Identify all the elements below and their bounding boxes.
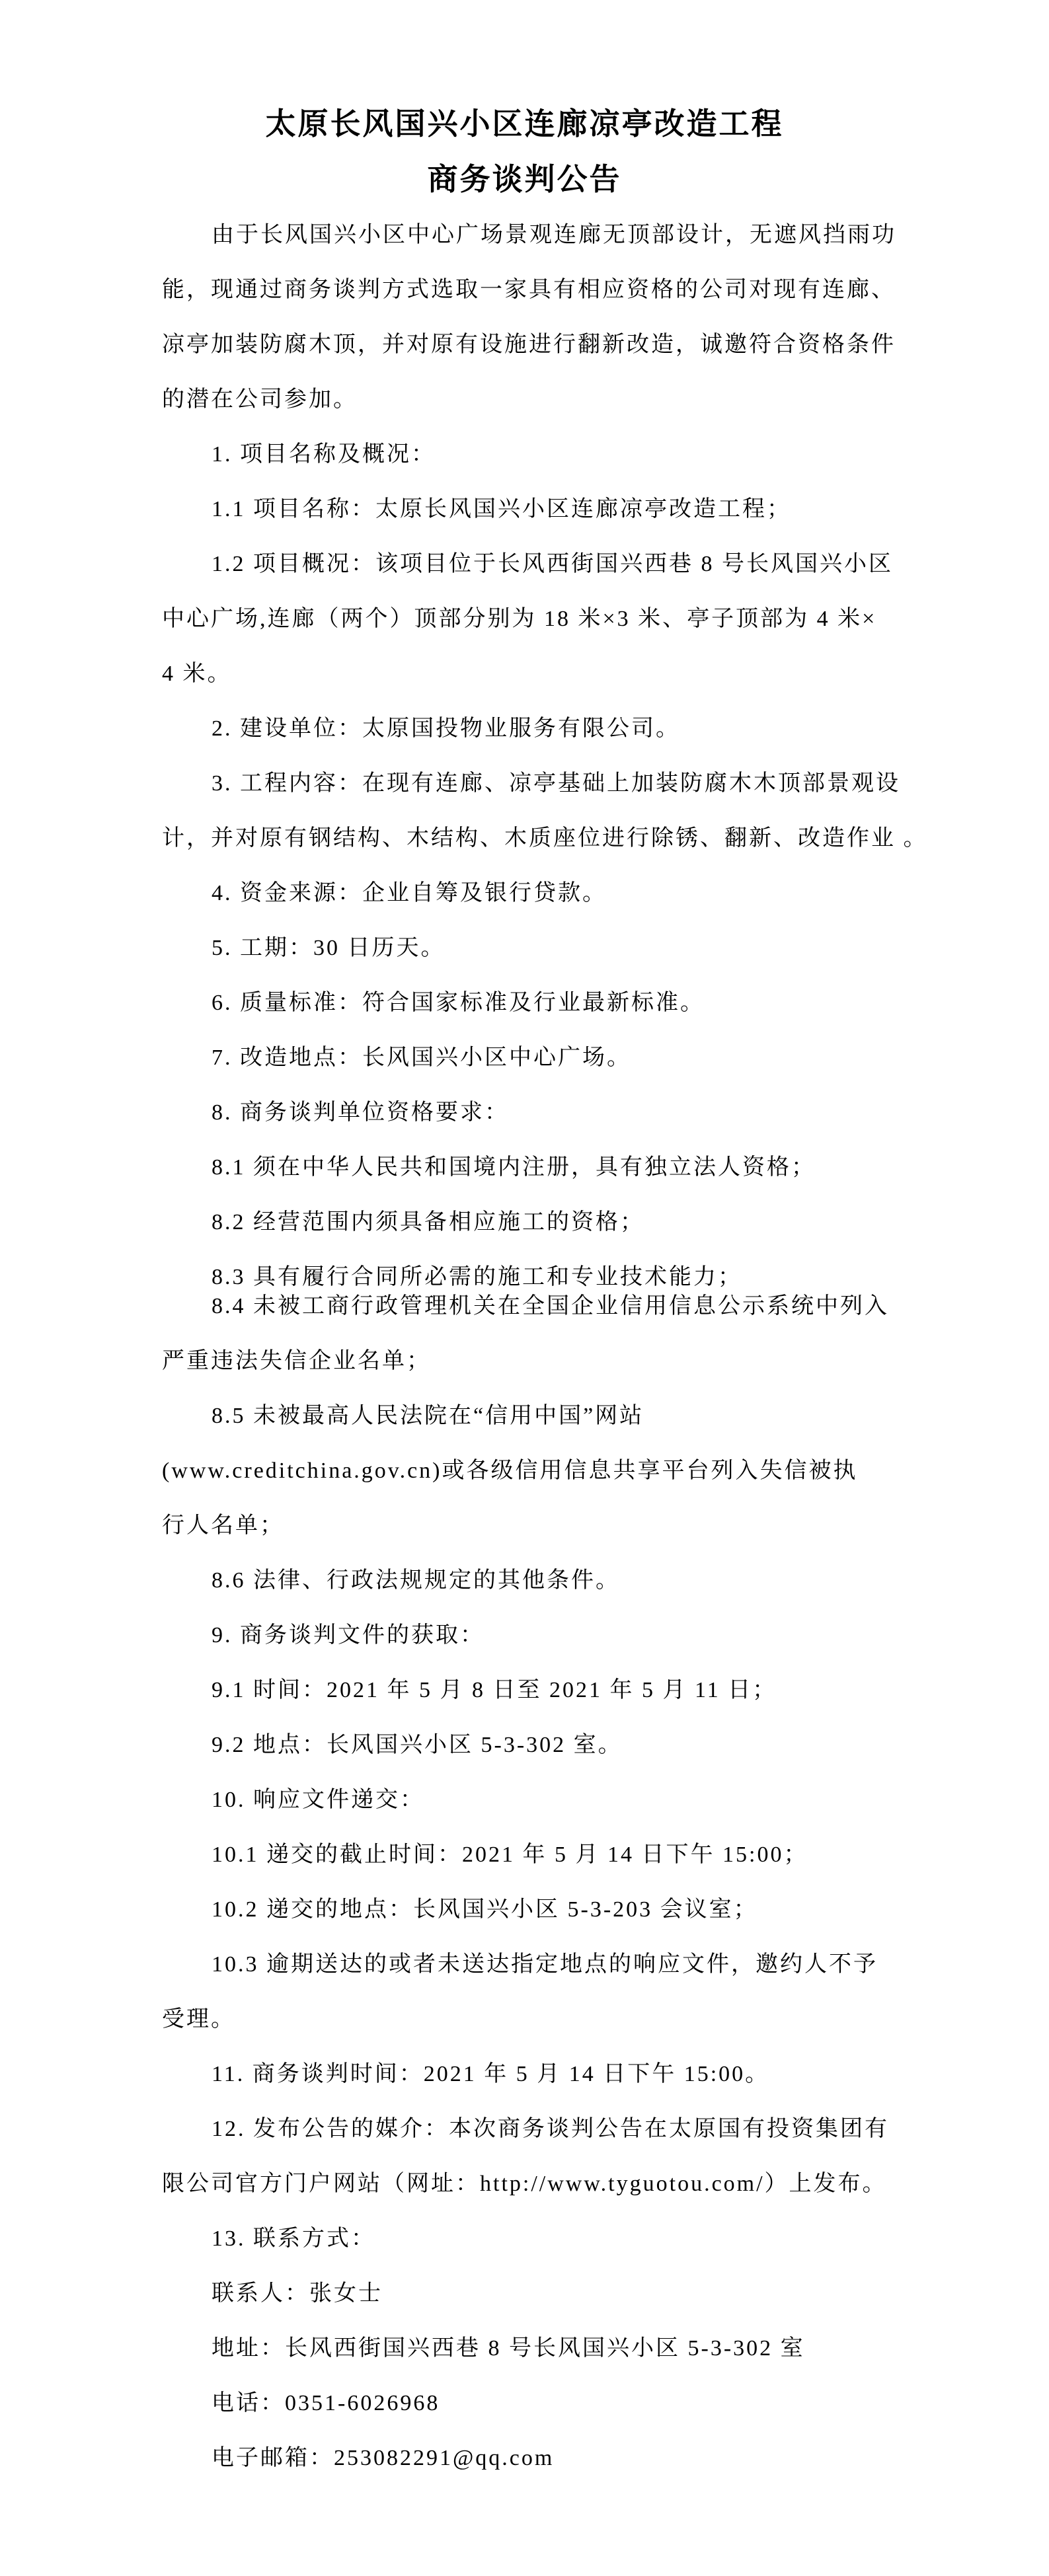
item-10-2-place: 10.2 递交的地点：长风国兴小区 5-3-203 会议室；	[212, 1897, 758, 1922]
doc-title-line-1: 太原长风国兴小区连廊凉亭改造工程	[265, 107, 784, 141]
item-8-5-line-1: 8.5 未被最高人民法院在“信用中国”网站	[212, 1404, 644, 1428]
section-12-media-line-1: 12. 发布公告的媒介：本次商务谈判公告在太原国有投资集团有	[212, 2117, 889, 2141]
section-5-duration: 5. 工期：30 日历天。	[212, 936, 446, 960]
intro-line-3: 凉亭加装防腐木顶，并对原有设施进行翻新改造，诚邀符合资格条件	[162, 332, 896, 357]
section-10-heading: 10. 响应文件递交：	[212, 1788, 424, 1812]
section-4-funding: 4. 资金来源：企业自筹及银行贷款。	[212, 881, 607, 905]
item-8-1: 8.1 须在中华人民共和国境内注册，具有独立法人资格；	[212, 1155, 816, 1180]
item-9-2-place: 9.2 地点：长风国兴小区 5-3-302 室。	[212, 1733, 623, 1757]
item-10-1-deadline: 10.1 递交的截止时间：2021 年 5 月 14 日下午 15:00；	[212, 1842, 808, 1867]
section-9-heading: 9. 商务谈判文件的获取：	[212, 1623, 485, 1648]
section-11-negotiation-time: 11. 商务谈判时间：2021 年 5 月 14 日下午 15:00。	[212, 2062, 770, 2086]
contact-address: 地址：长风西街国兴西巷 8 号长风国兴小区 5-3-302 室	[212, 2336, 805, 2361]
contact-person: 联系人：张女士	[212, 2281, 383, 2306]
intro-line-4: 的潜在公司参加。	[162, 387, 358, 412]
item-10-3-line-1: 10.3 逾期送达的或者未送达指定地点的响应文件，邀约人不予	[212, 1952, 878, 1977]
section-6-quality-standard: 6. 质量标准：符合国家标准及行业最新标准。	[212, 991, 705, 1015]
item-1-2-overview-line-3: 4 米。	[162, 662, 232, 686]
item-8-6: 8.6 法律、行政法规规定的其他条件。	[212, 1568, 620, 1593]
section-1-heading: 1. 项目名称及概况：	[212, 442, 436, 467]
item-8-5-line-2: (www.creditchina.gov.cn)或各级信用信息共享平台列入失信被执	[162, 1458, 858, 1483]
intro-line-1: 由于长风国兴小区中心广场景观连廊无顶部设计，无遮风挡雨功	[212, 223, 896, 247]
intro-line-2: 能，现通过商务谈判方式选取一家具有相应资格的公司对现有连廊、	[162, 278, 896, 302]
contact-phone: 电话：0351-6026968	[212, 2391, 440, 2415]
section-2-construction-unit: 2. 建设单位：太原国投物业服务有限公司。	[212, 716, 680, 741]
item-1-1-project-name: 1.1 项目名称：太原长风国兴小区连廊凉亭改造工程；	[212, 497, 791, 521]
section-12-media-line-2: 限公司官方门户网站（网址：http://www.tyguotou.com/）上发布。	[162, 2172, 887, 2196]
doc-title-line-2: 商务谈判公告	[427, 163, 622, 196]
item-8-4-line-1: 8.4 未被工商行政管理机关在全国企业信用信息公示系统中列入	[212, 1294, 889, 1318]
item-8-5-line-3: 行人名单；	[162, 1513, 284, 1538]
section-7-location: 7. 改造地点：长风国兴小区中心广场。	[212, 1045, 631, 1070]
item-9-1-time: 9.1 时间：2021 年 5 月 8 日至 2021 年 5 月 11 日；	[212, 1678, 777, 1702]
item-8-3: 8.3 具有履行合同所必需的施工和专业技术能力；	[212, 1265, 742, 1289]
item-1-2-overview-line-2: 中心广场,连廊（两个）顶部分别为 18 米×3 米、亭子顶部为 4 米×	[162, 607, 877, 631]
item-8-2: 8.2 经营范围内须具备相应施工的资格；	[212, 1210, 644, 1234]
item-8-4-line-2: 严重违法失信企业名单；	[162, 1349, 431, 1373]
contact-email: 电子邮箱：253082291@qq.com	[212, 2446, 555, 2470]
section-3-scope-line-2: 计，并对原有钢结构、木结构、木质座位进行除锈、翻新、改造作业 。	[162, 826, 928, 851]
section-8-heading: 8. 商务谈判单位资格要求：	[212, 1100, 509, 1125]
section-13-heading: 13. 联系方式：	[212, 2226, 375, 2251]
item-10-3-line-2: 受理。	[162, 2007, 235, 2031]
section-3-scope-line-1: 3. 工程内容：在现有连廊、凉亭基础上加装防腐木木顶部景观设	[212, 771, 900, 796]
item-1-2-overview-line-1: 1.2 项目概况：该项目位于长风西街国兴西巷 8 号长风国兴小区	[212, 552, 893, 576]
